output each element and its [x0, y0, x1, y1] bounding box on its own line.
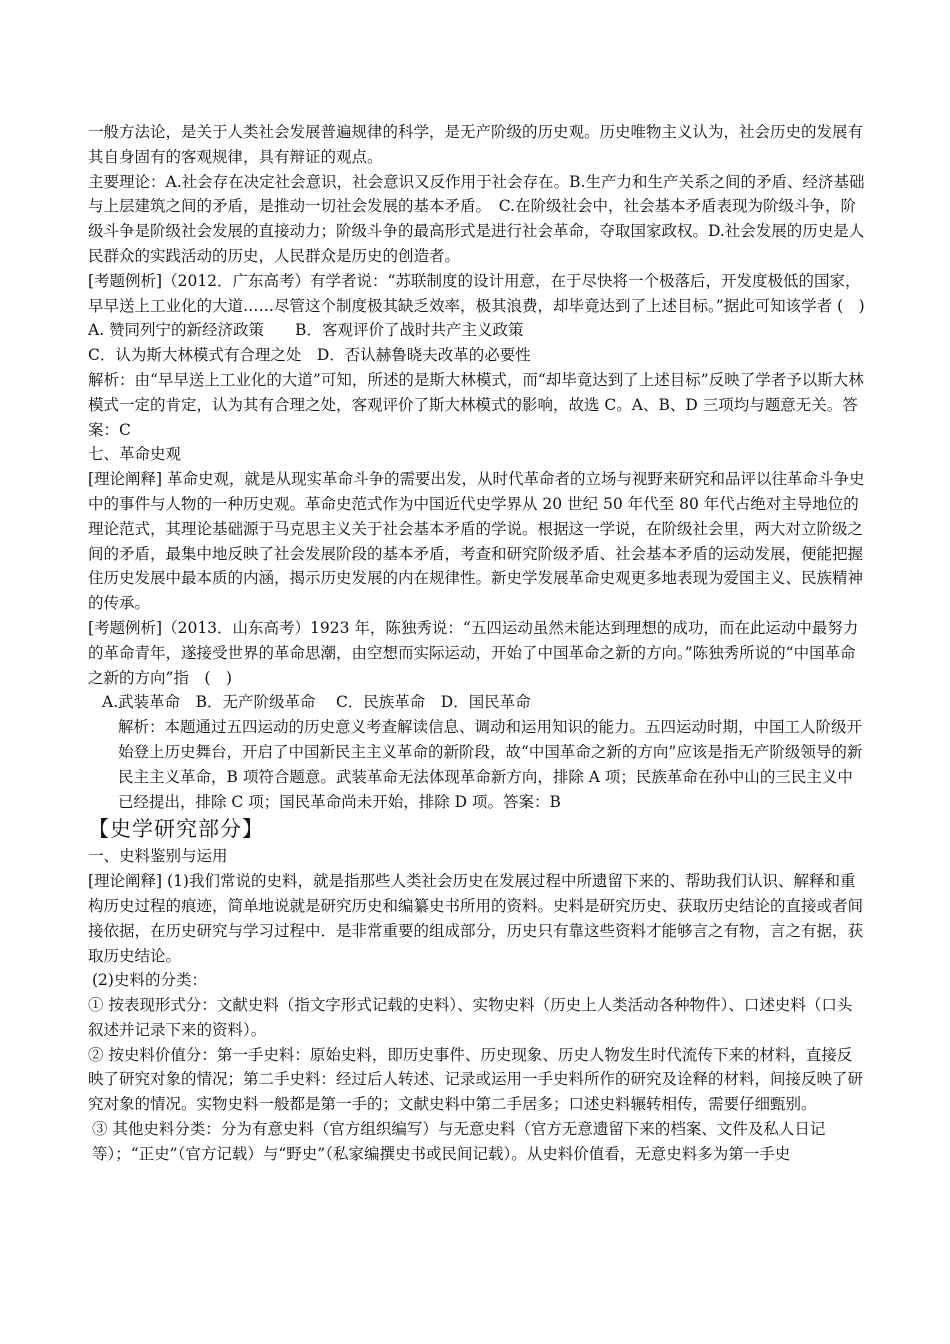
paragraph-exam-example-2013: [考题例析]（2013．山东高考）1923 年，陈独秀说：“五四运动虽然未能达到理想的成功，而在此运动中最努力的革命青年，遂接受世界的革命思潮，由空想而实际运动，开始了中国革命之新的方向。”陈独秀所说的“中国革命之新的方向”指 ( ) — [88, 618, 859, 687]
paragraph-classification-by-value: ② 按史料价值分：第一手史料：原始史料，即历史事件、历史现象、历史人物发生时代流传下来的材料，直接反映了研究对象的情况；第二手史料：经过后人转述、记录或运用一手史料所作的研究及诠释的材料，间接反映了研究对象的情况。实物史料一般都是第一手的；文献史料中第二手居多；口述史料辗转相传，需要仔细甄别。 — [88, 1045, 864, 1114]
options-cd-2012: C．认为斯大林模式有合理之处 D．否认赫鲁晓夫改革的必要性 — [88, 346, 531, 365]
section-heading-source-criticism: 一、史料鉴别与运用 — [88, 847, 228, 866]
section-heading-revolution-view: 七、革命史观 — [88, 445, 182, 464]
paragraph-main-theories: 主要理论：A.社会存在决定社会意识，社会意识又反作用于社会存在。B.生产力和生产关系之间的矛盾、经济基础与上层建筑之间的矛盾，是推动一切社会发展的基本矛盾。 C.在阶级社会中，社会基本矛盾表现为阶级斗争，阶级斗争是阶级社会发展的直接动力；阶级斗争的最高形式是进行社会革命，夺取国家政权。D.社会发展的历史是人民群众的实践活动的历史，人民群众是历史的创造者。 — [88, 172, 865, 265]
paragraph-historical-materialism: 一般方法论，是关于人类社会发展普遍规律的科学，是无产阶级的历史观。历史唯物主义认为，社会历史的发展有其自身固有的客观规律，具有辩证的观点。 — [88, 123, 864, 166]
options-ab-2012: A. 赞同列宁的新经济政策 B．客观评价了战时共产主义政策 — [88, 321, 524, 340]
paragraph-classification-by-form: ① 按表现形式分：文献史料（指文字形式记载的史料）、实物史料（历史上人类活动各种物件）、口述史料（口头叙述并记录下来的资料）。 — [88, 996, 853, 1039]
paragraph-source-theory: [理论阐释] (1)我们常说的史料，就是指那些人类社会历史在发展过程中所遗留下来的、帮助我们认识、解释和重构历史过程的痕迹，简单地说就是研究历史和编纂史书所用的资料。史料是研究历史、获取历史结论的直接或者间接依据，在历史研究与学习过程中．是非常重要的组成部分，历史只有靠这些资料才能够言之有物，言之有据，获取历史结论。 — [88, 872, 864, 965]
paragraph-classification-other: ③ 其他史料分类：分为有意史料（官方组织编写）与无意史料（官方无意遗留下来的档案、文件及私人日记等）；“正史”（官方记载）与“野史”（私家编撰史书或民间记载）。从史料价值看，无意史料多为第一手史 — [92, 1120, 826, 1163]
paragraph-revolution-theory: [理论阐释] 革命史观，就是从现实革命斗争的需要出发，从时代革命者的立场与视野来研究和品评以往革命斗争史中的事件与人物的一种历史观。革命史范式作为中国近代史学界从 20 世纪 50 年代至 80 年代占绝对主导地位的理论范式，其理论基础源于马克思主义关于社会基本矛盾的学说。根据这一学说，在阶级社会里，两大对立阶级之间的矛盾，最集中地反映了社会发展阶段的基本矛盾，考查和研究阶级矛盾、社会基本矛盾的运动发展，便能把握住历史发展中最本质的内涵，揭示历史发展的内在规律性。新史学发展革命史观更多地表现为爱国主义、民族精神的传承。 — [88, 470, 865, 613]
part-heading-historiography: 【史学研究部分】 — [88, 817, 264, 842]
paragraph-analysis-2012: 解析：由“早早送上工业化的大道”可知，所述的是斯大林模式，而“却毕竟达到了上述目标”反映了学者予以斯大林模式一定的肯定，认为其有合理之处，客观评价了斯大林模式的影响，故选 C。A、B、D 三项均与题意无关。答案：C — [88, 370, 864, 439]
options-2013: A.武装革命 B．无产阶级革命 C．民族革命 D．国民革命 — [102, 693, 531, 712]
paragraph-source-classification-title: (2)史料的分类： — [92, 971, 207, 990]
paragraph-analysis-2013: 解析：本题通过五四运动的历史意义考查解读信息、调动和运用知识的能力。五四运动时期，中国工人阶级开始登上历史舞台，开启了中国新民主主义革命的新阶段，故“中国革命之新的方向”应该是指无产阶级领导的新民主主义革命，B 项符合题意。武装革命无法体现革命新方向，排除 A 项；民族革命在孙中山的三民主义中已经提出，排除 C 项；国民革命尚未开始，排除 D 项。答案：B — [118, 718, 863, 811]
paragraph-exam-example-2012: [考题例析]（2012．广东高考）有学者说：“苏联制度的设计用意，在于尽快将一个极落后，开发度极低的国家，早早送上工业化的大道……尽管这个制度极其缺乏效率，极其浪费，却毕竟达到了上述目标。”据此可知该学者 ( ) — [88, 271, 865, 315]
document-page — [88, 120, 866, 1167]
